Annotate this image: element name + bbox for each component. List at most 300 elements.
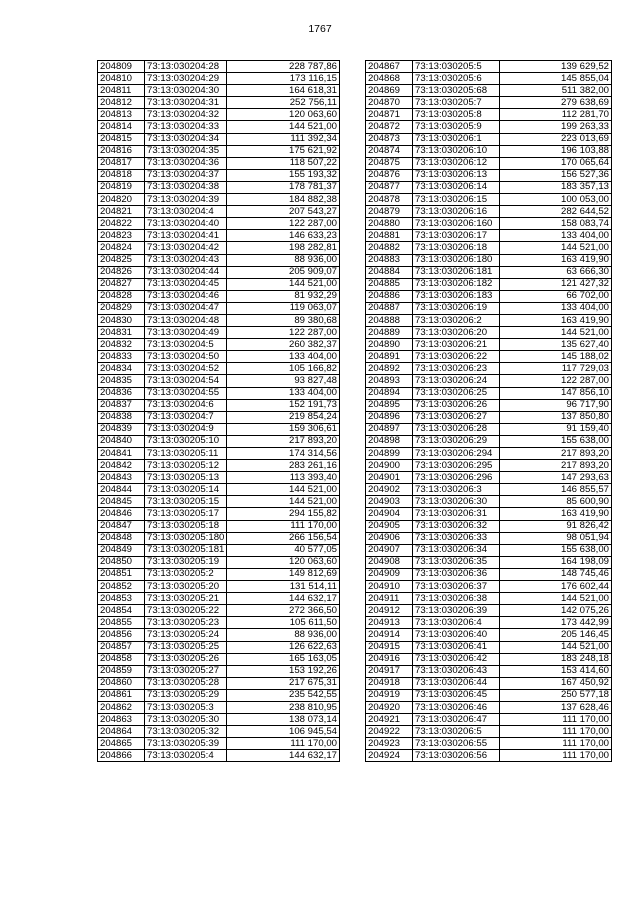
table-row bbox=[98, 61, 340, 73]
cadastral-value-cell: 122 287,00 bbox=[227, 218, 340, 230]
cadastral-number-cell: 73:13:030204:32 bbox=[145, 109, 227, 121]
cadastral-number-cell: 73:13:030205:27 bbox=[145, 665, 227, 677]
cadastral-value-cell: 219 854,24 bbox=[227, 411, 340, 423]
cadastral-number-cell: 73:13:030205:39 bbox=[145, 738, 227, 750]
row-number-cell: 204847 bbox=[98, 520, 145, 532]
row-number-cell: 204920 bbox=[366, 701, 413, 713]
table-row bbox=[366, 677, 612, 689]
row-number-cell: 204863 bbox=[98, 714, 145, 726]
register-table-right-body bbox=[366, 61, 612, 762]
cadastral-number-cell: 73:13:030206:19 bbox=[413, 302, 500, 314]
row-number-cell: 204836 bbox=[98, 387, 145, 399]
cadastral-value-cell: 144 521,00 bbox=[227, 278, 340, 290]
row-number-cell: 204848 bbox=[98, 532, 145, 544]
register-table-left bbox=[97, 60, 340, 762]
cadastral-value-cell: 133 404,00 bbox=[227, 387, 340, 399]
cadastral-value-cell: 178 781,37 bbox=[227, 181, 340, 193]
cadastral-number-cell: 73:13:030206:47 bbox=[413, 714, 500, 726]
row-number-cell: 204827 bbox=[98, 278, 145, 290]
table-row bbox=[366, 435, 612, 447]
row-number-cell: 204840 bbox=[98, 435, 145, 447]
cadastral-number-cell: 73:13:030206:46 bbox=[413, 701, 500, 713]
row-number-cell: 204829 bbox=[98, 302, 145, 314]
row-number-cell: 204874 bbox=[366, 145, 413, 157]
cadastral-number-cell: 73:13:030206:25 bbox=[413, 387, 500, 399]
cadastral-number-cell: 73:13:030205:7 bbox=[413, 97, 500, 109]
row-number-cell: 204850 bbox=[98, 556, 145, 568]
table-row bbox=[366, 351, 612, 363]
cadastral-number-cell: 73:13:030206:17 bbox=[413, 230, 500, 242]
row-number-cell: 204905 bbox=[366, 520, 413, 532]
row-number-cell: 204852 bbox=[98, 581, 145, 593]
table-row bbox=[366, 411, 612, 423]
table-row bbox=[98, 133, 340, 145]
cadastral-number-cell: 73:13:030204:30 bbox=[145, 85, 227, 97]
row-number-cell: 204909 bbox=[366, 568, 413, 580]
table-row bbox=[366, 568, 612, 580]
cadastral-number-cell: 73:13:030206:181 bbox=[413, 266, 500, 278]
table-row bbox=[98, 145, 340, 157]
cadastral-number-cell: 73:13:030204:36 bbox=[145, 157, 227, 169]
table-row bbox=[366, 97, 612, 109]
cadastral-value-cell: 144 521,00 bbox=[227, 121, 340, 133]
cadastral-number-cell: 73:13:030205:6 bbox=[413, 73, 500, 85]
table-row bbox=[366, 61, 612, 73]
cadastral-value-cell: 93 827,48 bbox=[227, 375, 340, 387]
cadastral-number-cell: 73:13:030206:14 bbox=[413, 181, 500, 193]
row-number-cell: 204855 bbox=[98, 617, 145, 629]
cadastral-number-cell: 73:13:030204:5 bbox=[145, 339, 227, 351]
row-number-cell: 204835 bbox=[98, 375, 145, 387]
cadastral-value-cell: 139 629,52 bbox=[500, 61, 612, 73]
cadastral-number-cell: 73:13:030206:36 bbox=[413, 568, 500, 580]
cadastral-number-cell: 73:13:030204:50 bbox=[145, 351, 227, 363]
table-row bbox=[98, 653, 340, 665]
table-row bbox=[98, 351, 340, 363]
cadastral-value-cell: 144 521,00 bbox=[500, 242, 612, 254]
cadastral-number-cell: 73:13:030205:8 bbox=[413, 109, 500, 121]
table-row bbox=[98, 750, 340, 762]
row-number-cell: 204896 bbox=[366, 411, 413, 423]
cadastral-number-cell: 73:13:030206:33 bbox=[413, 532, 500, 544]
cadastral-number-cell: 73:13:030205:18 bbox=[145, 520, 227, 532]
cadastral-number-cell: 73:13:030204:52 bbox=[145, 363, 227, 375]
cadastral-value-cell: 175 621,92 bbox=[227, 145, 340, 157]
cadastral-number-cell: 73:13:030204:41 bbox=[145, 230, 227, 242]
table-row bbox=[98, 460, 340, 472]
row-number-cell: 204843 bbox=[98, 472, 145, 484]
table-row bbox=[366, 399, 612, 411]
cadastral-number-cell: 73:13:030204:37 bbox=[145, 169, 227, 181]
cadastral-number-cell: 73:13:030204:49 bbox=[145, 327, 227, 339]
table-row bbox=[98, 665, 340, 677]
cadastral-value-cell: 144 632,17 bbox=[227, 593, 340, 605]
row-number-cell: 204832 bbox=[98, 339, 145, 351]
table-row bbox=[366, 520, 612, 532]
cadastral-value-cell: 133 404,00 bbox=[500, 230, 612, 242]
cadastral-value-cell: 173 116,15 bbox=[227, 73, 340, 85]
page-number: 1767 bbox=[308, 23, 332, 35]
row-number-cell: 204879 bbox=[366, 206, 413, 218]
row-number-cell: 204809 bbox=[98, 61, 145, 73]
cadastral-value-cell: 205 909,07 bbox=[227, 266, 340, 278]
cadastral-value-cell: 294 155,82 bbox=[227, 508, 340, 520]
cadastral-number-cell: 73:13:030205:10 bbox=[145, 435, 227, 447]
cadastral-value-cell: 207 543,27 bbox=[227, 206, 340, 218]
table-row bbox=[98, 556, 340, 568]
table-row bbox=[98, 714, 340, 726]
table-row bbox=[366, 689, 612, 701]
table-row bbox=[366, 726, 612, 738]
table-row bbox=[366, 266, 612, 278]
table-row bbox=[366, 423, 612, 435]
cadastral-value-cell: 119 063,07 bbox=[227, 302, 340, 314]
cadastral-value-cell: 138 073,14 bbox=[227, 714, 340, 726]
table-row bbox=[366, 363, 612, 375]
cadastral-value-cell: 111 170,00 bbox=[500, 714, 612, 726]
cadastral-value-cell: 252 756,11 bbox=[227, 97, 340, 109]
table-row bbox=[366, 109, 612, 121]
table-row bbox=[98, 738, 340, 750]
cadastral-value-cell: 196 103,88 bbox=[500, 145, 612, 157]
cadastral-number-cell: 73:13:030205:68 bbox=[413, 85, 500, 97]
cadastral-value-cell: 146 855,57 bbox=[500, 484, 612, 496]
row-number-cell: 204854 bbox=[98, 605, 145, 617]
row-number-cell: 204883 bbox=[366, 254, 413, 266]
cadastral-value-cell: 147 293,63 bbox=[500, 472, 612, 484]
cadastral-value-cell: 149 812,69 bbox=[227, 568, 340, 580]
row-number-cell: 204841 bbox=[98, 448, 145, 460]
table-row bbox=[98, 121, 340, 133]
cadastral-value-cell: 217 893,20 bbox=[500, 460, 612, 472]
cadastral-value-cell: 163 419,90 bbox=[500, 508, 612, 520]
table-row bbox=[98, 85, 340, 97]
row-number-cell: 204882 bbox=[366, 242, 413, 254]
table-row bbox=[366, 750, 612, 762]
table-row bbox=[98, 448, 340, 460]
cadastral-value-cell: 133 404,00 bbox=[500, 302, 612, 314]
table-row bbox=[98, 544, 340, 556]
cadastral-value-cell: 217 893,20 bbox=[500, 448, 612, 460]
cadastral-value-cell: 111 392,34 bbox=[227, 133, 340, 145]
table-row bbox=[366, 133, 612, 145]
cadastral-number-cell: 73:13:030206:30 bbox=[413, 496, 500, 508]
table-row bbox=[98, 581, 340, 593]
row-number-cell: 204833 bbox=[98, 351, 145, 363]
cadastral-number-cell: 73:13:030205:3 bbox=[145, 701, 227, 713]
cadastral-value-cell: 223 013,69 bbox=[500, 133, 612, 145]
cadastral-number-cell: 73:13:030204:40 bbox=[145, 218, 227, 230]
cadastral-value-cell: 111 170,00 bbox=[227, 738, 340, 750]
cadastral-value-cell: 283 261,16 bbox=[227, 460, 340, 472]
row-number-cell: 204912 bbox=[366, 605, 413, 617]
table-row bbox=[98, 435, 340, 447]
cadastral-value-cell: 144 521,00 bbox=[227, 496, 340, 508]
table-row bbox=[98, 278, 340, 290]
cadastral-number-cell: 73:13:030206:56 bbox=[413, 750, 500, 762]
cadastral-value-cell: 106 945,54 bbox=[227, 726, 340, 738]
cadastral-number-cell: 73:13:030206:18 bbox=[413, 242, 500, 254]
cadastral-number-cell: 73:13:030204:44 bbox=[145, 266, 227, 278]
cadastral-number-cell: 73:13:030206:39 bbox=[413, 605, 500, 617]
table-row bbox=[98, 314, 340, 326]
row-number-cell: 204893 bbox=[366, 375, 413, 387]
cadastral-number-cell: 73:13:030206:44 bbox=[413, 677, 500, 689]
table-row bbox=[98, 593, 340, 605]
cadastral-number-cell: 73:13:030205:23 bbox=[145, 617, 227, 629]
cadastral-value-cell: 147 856,10 bbox=[500, 387, 612, 399]
table-row bbox=[98, 242, 340, 254]
table-row bbox=[366, 605, 612, 617]
cadastral-value-cell: 170 065,64 bbox=[500, 157, 612, 169]
table-row bbox=[98, 339, 340, 351]
table-row bbox=[366, 327, 612, 339]
row-number-cell: 204916 bbox=[366, 653, 413, 665]
row-number-cell: 204910 bbox=[366, 581, 413, 593]
cadastral-number-cell: 73:13:030205:21 bbox=[145, 593, 227, 605]
table-row bbox=[98, 363, 340, 375]
row-number-cell: 204898 bbox=[366, 435, 413, 447]
cadastral-value-cell: 126 622,63 bbox=[227, 641, 340, 653]
cadastral-value-cell: 184 882,38 bbox=[227, 194, 340, 206]
table-row bbox=[98, 375, 340, 387]
cadastral-value-cell: 156 527,36 bbox=[500, 169, 612, 181]
row-number-cell: 204849 bbox=[98, 544, 145, 556]
row-number-cell: 204815 bbox=[98, 133, 145, 145]
table-row bbox=[366, 629, 612, 641]
cadastral-number-cell: 73:13:030206:29 bbox=[413, 435, 500, 447]
cadastral-value-cell: 117 729,03 bbox=[500, 363, 612, 375]
table-row bbox=[98, 423, 340, 435]
table-row bbox=[98, 484, 340, 496]
row-number-cell: 204902 bbox=[366, 484, 413, 496]
table-row bbox=[366, 653, 612, 665]
cadastral-number-cell: 73:13:030204:31 bbox=[145, 97, 227, 109]
table-row bbox=[366, 121, 612, 133]
table-row bbox=[366, 460, 612, 472]
row-number-cell: 204817 bbox=[98, 157, 145, 169]
row-number-cell: 204918 bbox=[366, 677, 413, 689]
cadastral-number-cell: 73:13:030206:296 bbox=[413, 472, 500, 484]
row-number-cell: 204871 bbox=[366, 109, 413, 121]
row-number-cell: 204834 bbox=[98, 363, 145, 375]
table-row bbox=[98, 689, 340, 701]
table-row bbox=[366, 206, 612, 218]
row-number-cell: 204812 bbox=[98, 97, 145, 109]
row-number-cell: 204857 bbox=[98, 641, 145, 653]
cadastral-number-cell: 73:13:030205:32 bbox=[145, 726, 227, 738]
cadastral-number-cell: 73:13:030206:4 bbox=[413, 617, 500, 629]
cadastral-number-cell: 73:13:030206:38 bbox=[413, 593, 500, 605]
cadastral-number-cell: 73:13:030204:34 bbox=[145, 133, 227, 145]
cadastral-number-cell: 73:13:030206:16 bbox=[413, 206, 500, 218]
table-row bbox=[366, 242, 612, 254]
cadastral-number-cell: 73:13:030206:12 bbox=[413, 157, 500, 169]
row-number-cell: 204844 bbox=[98, 484, 145, 496]
cadastral-number-cell: 73:13:030206:294 bbox=[413, 448, 500, 460]
cadastral-value-cell: 112 281,70 bbox=[500, 109, 612, 121]
cadastral-value-cell: 105 166,82 bbox=[227, 363, 340, 375]
cadastral-value-cell: 144 521,00 bbox=[500, 593, 612, 605]
cadastral-number-cell: 73:13:030206:55 bbox=[413, 738, 500, 750]
table-row bbox=[98, 290, 340, 302]
row-number-cell: 204816 bbox=[98, 145, 145, 157]
cadastral-value-cell: 217 893,20 bbox=[227, 435, 340, 447]
cadastral-number-cell: 73:13:030205:26 bbox=[145, 653, 227, 665]
cadastral-value-cell: 120 063,60 bbox=[227, 556, 340, 568]
cadastral-number-cell: 73:13:030205:2 bbox=[145, 568, 227, 580]
row-number-cell: 204892 bbox=[366, 363, 413, 375]
cadastral-number-cell: 73:13:030204:4 bbox=[145, 206, 227, 218]
cadastral-number-cell: 73:13:030206:42 bbox=[413, 653, 500, 665]
cadastral-value-cell: 63 666,30 bbox=[500, 266, 612, 278]
cadastral-number-cell: 73:13:030204:47 bbox=[145, 302, 227, 314]
cadastral-value-cell: 66 702,00 bbox=[500, 290, 612, 302]
row-number-cell: 204864 bbox=[98, 726, 145, 738]
row-number-cell: 204820 bbox=[98, 194, 145, 206]
row-number-cell: 204911 bbox=[366, 593, 413, 605]
row-number-cell: 204822 bbox=[98, 218, 145, 230]
row-number-cell: 204865 bbox=[98, 738, 145, 750]
row-number-cell: 204906 bbox=[366, 532, 413, 544]
row-number-cell: 204818 bbox=[98, 169, 145, 181]
row-number-cell: 204923 bbox=[366, 738, 413, 750]
row-number-cell: 204881 bbox=[366, 230, 413, 242]
row-number-cell: 204884 bbox=[366, 266, 413, 278]
table-row bbox=[366, 714, 612, 726]
cadastral-value-cell: 238 810,95 bbox=[227, 701, 340, 713]
cadastral-value-cell: 111 170,00 bbox=[227, 520, 340, 532]
row-number-cell: 204913 bbox=[366, 617, 413, 629]
row-number-cell: 204888 bbox=[366, 314, 413, 326]
cadastral-value-cell: 183 248,18 bbox=[500, 653, 612, 665]
row-number-cell: 204903 bbox=[366, 496, 413, 508]
row-number-cell: 204839 bbox=[98, 423, 145, 435]
cadastral-number-cell: 73:13:030206:22 bbox=[413, 351, 500, 363]
row-number-cell: 204811 bbox=[98, 85, 145, 97]
cadastral-value-cell: 164 618,31 bbox=[227, 85, 340, 97]
table-row bbox=[98, 206, 340, 218]
cadastral-number-cell: 73:13:030206:1 bbox=[413, 133, 500, 145]
cadastral-value-cell: 105 611,50 bbox=[227, 617, 340, 629]
cadastral-value-cell: 173 442,99 bbox=[500, 617, 612, 629]
cadastral-value-cell: 88 936,00 bbox=[227, 254, 340, 266]
cadastral-value-cell: 260 382,37 bbox=[227, 339, 340, 351]
cadastral-number-cell: 73:13:030205:4 bbox=[145, 750, 227, 762]
row-number-cell: 204904 bbox=[366, 508, 413, 520]
cadastral-value-cell: 279 638,69 bbox=[500, 97, 612, 109]
row-number-cell: 204813 bbox=[98, 109, 145, 121]
cadastral-number-cell: 73:13:030206:3 bbox=[413, 484, 500, 496]
cadastral-value-cell: 159 306,61 bbox=[227, 423, 340, 435]
cadastral-number-cell: 73:13:030206:40 bbox=[413, 629, 500, 641]
cadastral-number-cell: 73:13:030205:9 bbox=[413, 121, 500, 133]
table-row bbox=[98, 677, 340, 689]
cadastral-number-cell: 73:13:030206:2 bbox=[413, 314, 500, 326]
table-row bbox=[366, 544, 612, 556]
row-number-cell: 204886 bbox=[366, 290, 413, 302]
cadastral-value-cell: 174 314,56 bbox=[227, 448, 340, 460]
row-number-cell: 204814 bbox=[98, 121, 145, 133]
row-number-cell: 204919 bbox=[366, 689, 413, 701]
table-row bbox=[366, 387, 612, 399]
table-row bbox=[98, 97, 340, 109]
row-number-cell: 204917 bbox=[366, 665, 413, 677]
register-table-left-body bbox=[98, 61, 340, 762]
table-row bbox=[366, 181, 612, 193]
row-number-cell: 204838 bbox=[98, 411, 145, 423]
cadastral-number-cell: 73:13:030206:37 bbox=[413, 581, 500, 593]
cadastral-value-cell: 272 366,50 bbox=[227, 605, 340, 617]
table-row bbox=[98, 157, 340, 169]
row-number-cell: 204895 bbox=[366, 399, 413, 411]
row-number-cell: 204868 bbox=[366, 73, 413, 85]
table-row bbox=[366, 593, 612, 605]
table-row bbox=[98, 387, 340, 399]
table-row bbox=[98, 73, 340, 85]
row-number-cell: 204858 bbox=[98, 653, 145, 665]
table-row bbox=[98, 496, 340, 508]
cadastral-number-cell: 73:13:030205:22 bbox=[145, 605, 227, 617]
row-number-cell: 204830 bbox=[98, 314, 145, 326]
cadastral-number-cell: 73:13:030205:180 bbox=[145, 532, 227, 544]
cadastral-number-cell: 73:13:030206:31 bbox=[413, 508, 500, 520]
table-row bbox=[98, 181, 340, 193]
row-number-cell: 204824 bbox=[98, 242, 145, 254]
cadastral-value-cell: 228 787,86 bbox=[227, 61, 340, 73]
cadastral-value-cell: 235 542,55 bbox=[227, 689, 340, 701]
table-row bbox=[366, 484, 612, 496]
row-number-cell: 204828 bbox=[98, 290, 145, 302]
cadastral-number-cell: 73:13:030206:13 bbox=[413, 169, 500, 181]
cadastral-value-cell: 163 419,90 bbox=[500, 254, 612, 266]
row-number-cell: 204831 bbox=[98, 327, 145, 339]
cadastral-number-cell: 73:13:030206:160 bbox=[413, 218, 500, 230]
cadastral-value-cell: 111 170,00 bbox=[500, 726, 612, 738]
table-row bbox=[98, 302, 340, 314]
cadastral-number-cell: 73:13:030204:7 bbox=[145, 411, 227, 423]
cadastral-value-cell: 148 745,46 bbox=[500, 568, 612, 580]
cadastral-number-cell: 73:13:030206:15 bbox=[413, 194, 500, 206]
table-row bbox=[366, 556, 612, 568]
table-row bbox=[366, 290, 612, 302]
cadastral-value-cell: 144 521,00 bbox=[500, 327, 612, 339]
table-row bbox=[98, 701, 340, 713]
row-number-cell: 204869 bbox=[366, 85, 413, 97]
cadastral-number-cell: 73:13:030205:29 bbox=[145, 689, 227, 701]
cadastral-number-cell: 73:13:030205:25 bbox=[145, 641, 227, 653]
cadastral-value-cell: 91 826,42 bbox=[500, 520, 612, 532]
cadastral-value-cell: 121 427,32 bbox=[500, 278, 612, 290]
row-number-cell: 204900 bbox=[366, 460, 413, 472]
cadastral-number-cell: 73:13:030206:24 bbox=[413, 375, 500, 387]
row-number-cell: 204922 bbox=[366, 726, 413, 738]
table-row bbox=[366, 157, 612, 169]
row-number-cell: 204885 bbox=[366, 278, 413, 290]
cadastral-number-cell: 73:13:030205:11 bbox=[145, 448, 227, 460]
cadastral-value-cell: 100 053,00 bbox=[500, 194, 612, 206]
cadastral-number-cell: 73:13:030206:182 bbox=[413, 278, 500, 290]
row-number-cell: 204821 bbox=[98, 206, 145, 218]
table-row bbox=[366, 302, 612, 314]
row-number-cell: 204853 bbox=[98, 593, 145, 605]
table-row bbox=[98, 266, 340, 278]
cadastral-number-cell: 73:13:030206:32 bbox=[413, 520, 500, 532]
cadastral-number-cell: 73:13:030206:183 bbox=[413, 290, 500, 302]
row-number-cell: 204877 bbox=[366, 181, 413, 193]
table-row bbox=[366, 73, 612, 85]
cadastral-number-cell: 73:13:030205:17 bbox=[145, 508, 227, 520]
